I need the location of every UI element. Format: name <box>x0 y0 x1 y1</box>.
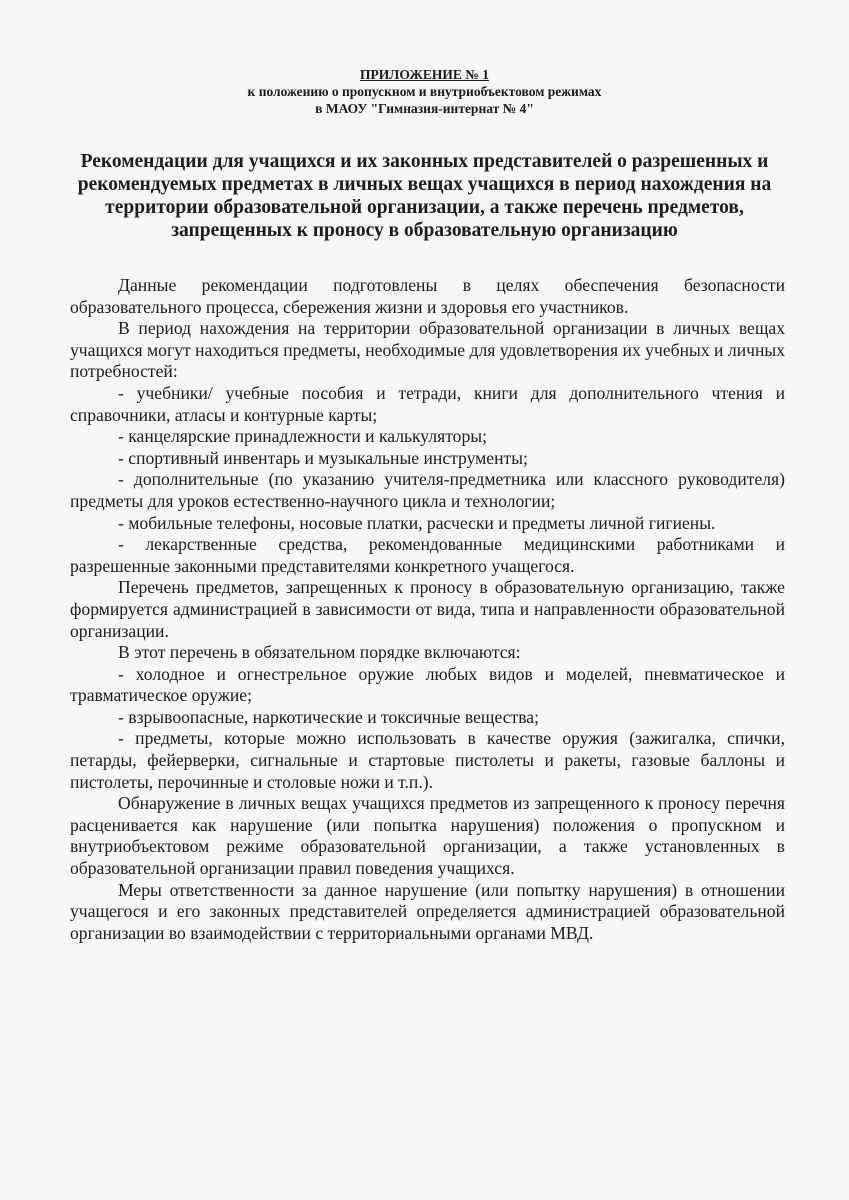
document-title: Рекомендации для учащихся и их законных представителей о разрешенных и рекомендуемых предметах в личных вещах учащихся в период нахождения на территории образовательной организации, а также перечень предметов, запрещенных к проносу в образовательную организацию <box>77 151 772 241</box>
list-item: - холодное и огнестрельное оружие любых видов и моделей, пневматическое и травматическое оружие; <box>70 663 785 706</box>
list-item: - предметы, которые можно использовать в качестве оружия (зажигалка, спички, петарды, фейерверки, сигнальные и стартовые пистолеты и ракеты, газовые баллоны и пистолеты, перочинные и столовые ножи и т.п.). <box>70 728 785 792</box>
paragraph-allowed-items: В период нахождения на территории образовательной организации в личных вещах учащихся могут находиться предметы, необходимые для удовлетворения их учебных и личных потребностей: <box>70 318 785 382</box>
paragraph-mandatory: В этот перечень в обязательном порядке включаются: <box>118 642 521 663</box>
paragraph-prohibited-list: Перечень предметов, запрещенных к проносу в образовательную организацию, также формируется администрацией в зависимости от вида, типа и направленности образовательной организации. <box>70 577 785 641</box>
appendix-title: ПРИЛОЖЕНИЕ № 1 <box>360 67 489 82</box>
document-body <box>70 275 785 944</box>
appendix-subtitle-line-1: к положению о пропускном и внутриобъектовом режимах <box>247 84 602 99</box>
list-item: - лекарственные средства, рекомендованные медицинскими работниками и разрешенные законными представителями конкретного учащегося. <box>70 534 785 576</box>
list-item: - учебники/ учебные пособия и тетради, книги для дополнительного чтения и справочники, атласы и контурные карты; <box>70 382 785 425</box>
paragraph-violation: Обнаружение в личных вещах учащихся предметов из запрещенного к проносу перечня расценивается как нарушение (или попытка нарушения) положения о пропускном и внутриобъектовом режиме образовательной организации, а также установленных в образовательной организации правил поведения учащихся. <box>70 793 785 879</box>
appendix-subtitle-line-2: в МАОУ "Гимназия-интернат № 4" <box>315 101 534 116</box>
list-item: - канцелярские принадлежности и калькуляторы; <box>118 426 487 447</box>
list-item: - спортивный инвентарь и музыкальные инструменты; <box>118 447 528 468</box>
paragraph-responsibility: Меры ответственности за данное нарушение (или попытку нарушения) в отношении учащегося и его законных представителей определяется администрацией образовательной организации во взаимодействии с территориальными органами МВД. <box>70 879 785 943</box>
list-item: - мобильные телефоны, носовые платки, расчески и предметы личной гигиены. <box>118 512 716 533</box>
paragraph-intro: Данные рекомендации подготовлены в целях обеспечения безопасности образовательного процесса, сбережения жизни и здоровья его участников. <box>70 275 785 317</box>
list-item: - взрывоопасные, наркотические и токсичные вещества; <box>118 706 539 727</box>
list-item: - дополнительные (по указанию учителя-предметника или классного руководителя) предметы для уроков естественно-научного цикла и технологии; <box>70 469 785 511</box>
appendix-header <box>0 66 849 117</box>
